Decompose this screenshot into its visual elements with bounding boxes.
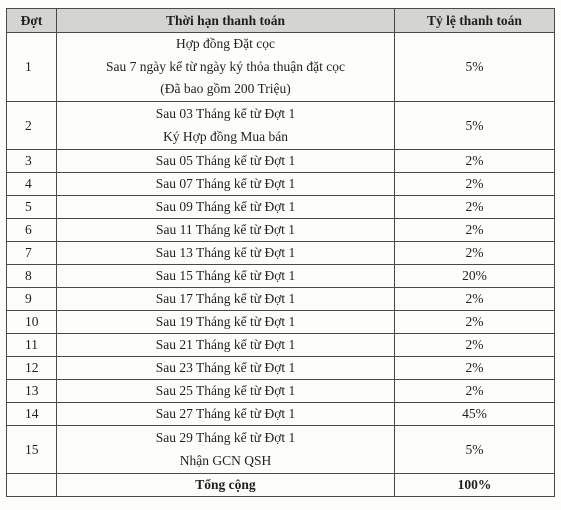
table-row	[7, 426, 555, 474]
payment-term: Sau 09 Tháng kể từ Đợt 1	[57, 196, 395, 219]
term-line: (Đã bao gồm 200 Triệu)	[160, 81, 291, 97]
table-row	[7, 173, 555, 196]
payment-rate: 2%	[395, 380, 555, 403]
table-row	[7, 102, 555, 150]
installment-number: 12	[7, 357, 57, 380]
payment-term: Sau 21 Tháng kể từ Đợt 1	[57, 334, 395, 357]
payment-rate: 20%	[395, 265, 555, 288]
term-line: Ký Hợp đồng Mua bán	[163, 128, 288, 144]
installment-number: 15	[7, 426, 57, 474]
payment-term: Sau 13 Tháng kể từ Đợt 1	[57, 242, 395, 265]
payment-term	[57, 102, 395, 150]
installment-number: 13	[7, 380, 57, 403]
total-label: Tổng cộng	[57, 474, 395, 497]
payment-rate: 2%	[395, 357, 555, 380]
installment-number: 2	[7, 102, 57, 150]
term-line: Nhận GCN QSH	[179, 452, 272, 468]
total-empty-cell	[7, 474, 57, 497]
table-row	[7, 380, 555, 403]
table-row	[7, 357, 555, 380]
table-row	[7, 288, 555, 311]
payment-rate: 2%	[395, 311, 555, 334]
payment-term: Sau 07 Tháng kể từ Đợt 1	[57, 173, 395, 196]
payment-term: Sau 23 Tháng kể từ Đợt 1	[57, 357, 395, 380]
payment-rate: 2%	[395, 242, 555, 265]
header-installment: Đợt	[7, 9, 57, 33]
payment-term	[57, 426, 395, 474]
table-row	[7, 196, 555, 219]
payment-term: Sau 27 Tháng kể từ Đợt 1	[57, 403, 395, 426]
term-line: Sau 29 Tháng kể từ Đợt 1	[155, 430, 296, 445]
payment-rate: 45%	[395, 403, 555, 426]
term-line: Sau 03 Tháng kể từ Đợt 1	[155, 106, 296, 121]
payment-rate: 2%	[395, 173, 555, 196]
installment-number: 9	[7, 288, 57, 311]
table-row	[7, 242, 555, 265]
payment-rate: 5%	[395, 33, 555, 102]
header-payment-term: Thời hạn thanh toán	[57, 9, 395, 33]
table-row	[7, 150, 555, 173]
installment-number: 6	[7, 219, 57, 242]
installment-number: 4	[7, 173, 57, 196]
payment-rate: 2%	[395, 196, 555, 219]
installment-number: 1	[7, 33, 57, 102]
payment-rate: 2%	[395, 219, 555, 242]
payment-rate: 2%	[395, 150, 555, 173]
payment-term: Sau 19 Tháng kể từ Đợt 1	[57, 311, 395, 334]
installment-number: 14	[7, 403, 57, 426]
payment-rate: 2%	[395, 288, 555, 311]
term-line: Hợp đồng Đặt cọc	[176, 36, 275, 52]
installment-number: 5	[7, 196, 57, 219]
installment-number: 11	[7, 334, 57, 357]
installment-number: 3	[7, 150, 57, 173]
header-payment-rate: Tỷ lệ thanh toán	[395, 9, 555, 33]
payment-term: Sau 15 Tháng kể từ Đợt 1	[57, 265, 395, 288]
table-row	[7, 219, 555, 242]
payment-term: Sau 11 Tháng kể từ Đợt 1	[57, 219, 395, 242]
installment-number: 7	[7, 242, 57, 265]
payment-schedule-table	[6, 8, 555, 497]
payment-rate: 5%	[395, 102, 555, 150]
total-row	[7, 474, 555, 497]
table-header-row	[7, 9, 555, 33]
table-row	[7, 265, 555, 288]
table-row	[7, 403, 555, 426]
payment-term: Sau 25 Tháng kể từ Đợt 1	[57, 380, 395, 403]
payment-rate: 2%	[395, 334, 555, 357]
table-row	[7, 33, 555, 102]
table-row	[7, 311, 555, 334]
installment-number: 8	[7, 265, 57, 288]
payment-rate: 5%	[395, 426, 555, 474]
payment-term	[57, 33, 395, 102]
payment-term: Sau 17 Tháng kể từ Đợt 1	[57, 288, 395, 311]
installment-number: 10	[7, 311, 57, 334]
term-line: Sau 7 ngày kể từ ngày ký thỏa thuận đặt cọc	[105, 58, 345, 74]
payment-term: Sau 05 Tháng kể từ Đợt 1	[57, 150, 395, 173]
table-row	[7, 334, 555, 357]
total-rate: 100%	[395, 474, 555, 497]
